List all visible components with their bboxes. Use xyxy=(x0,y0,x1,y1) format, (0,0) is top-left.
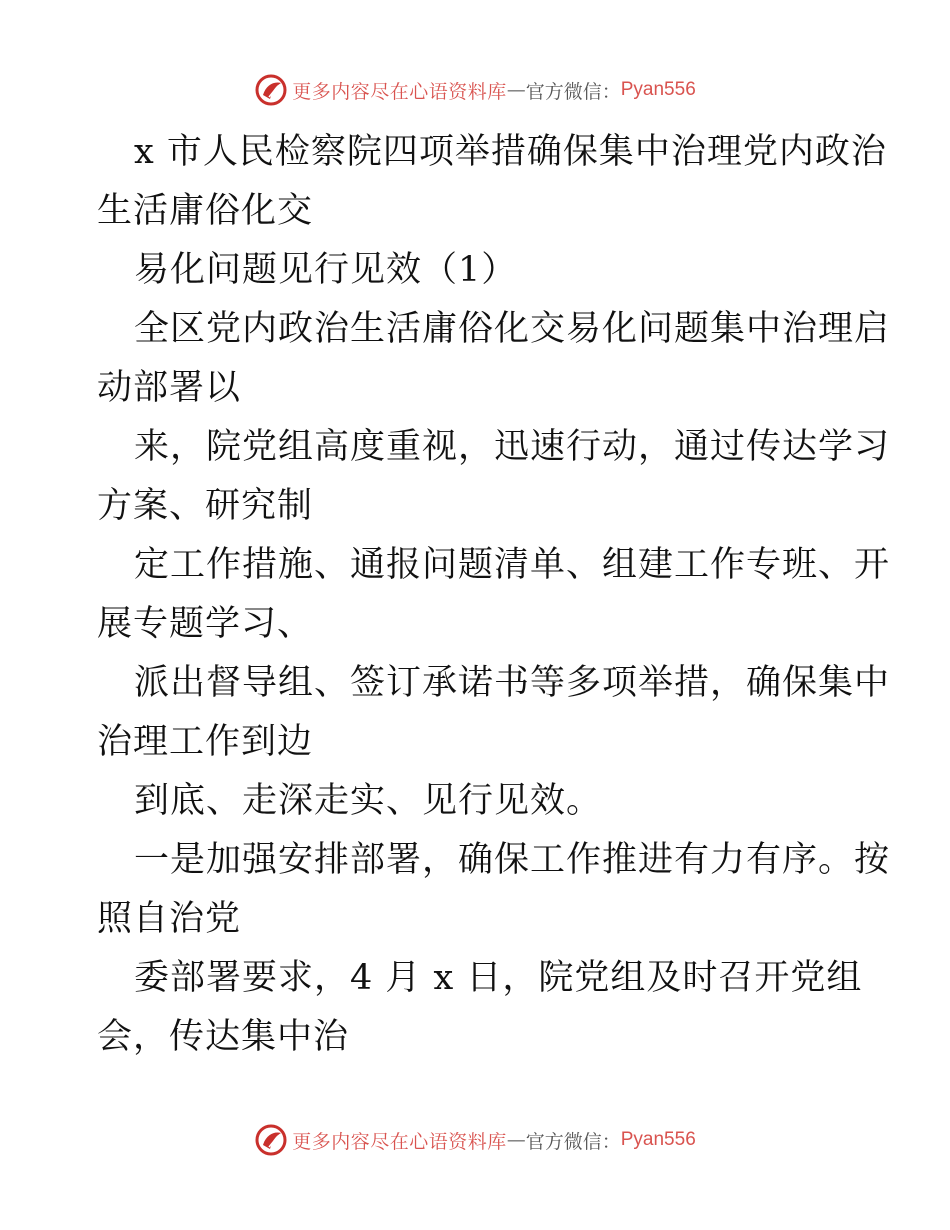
header-banner xyxy=(0,70,950,110)
logo-icon xyxy=(254,1123,288,1157)
doc-paragraph-line: 动部署以 xyxy=(97,368,242,408)
doc-title-line: 生活庸俗化交 xyxy=(97,191,314,231)
banner-dash: — xyxy=(506,1129,526,1151)
banner-dash: — xyxy=(506,79,526,101)
banner-wechat-label: 官方微信： xyxy=(525,1130,621,1153)
doc-paragraph-line: 到底、走深走实、见行见效。 xyxy=(134,781,603,821)
doc-paragraph-line: 方案、研究制 xyxy=(97,486,314,526)
banner-promo-text: 更多内容尽在心语资料库 xyxy=(292,80,507,103)
doc-paragraph-line: 会，传达集中治 xyxy=(97,1017,350,1057)
doc-paragraph-line: 治理工作到边 xyxy=(97,722,314,762)
doc-paragraph-line: 照自治党 xyxy=(97,899,242,939)
document-body xyxy=(97,123,891,1067)
doc-paragraph-line: 展专题学习、 xyxy=(97,604,314,644)
doc-paragraph-line: 全区党内政治生活庸俗化交易化问题集中治理启 xyxy=(134,309,891,349)
doc-title-line: x 市人民检察院四项举措确保集中治理党内政治 xyxy=(134,132,887,172)
banner-wechat-label: 官方微信： xyxy=(525,80,621,103)
banner-promo-text: 更多内容尽在心语资料库 xyxy=(292,1130,507,1153)
doc-title-line: 易化问题见行见效（1） xyxy=(134,250,518,290)
logo-icon xyxy=(254,73,288,107)
banner-wechat-id: Pyan556 xyxy=(620,1129,696,1150)
doc-paragraph-line: 一是加强安排部署，确保工作推进有力有序。按 xyxy=(134,840,891,880)
doc-paragraph-line: 定工作措施、通报问题清单、组建工作专班、开 xyxy=(134,545,891,585)
doc-paragraph-line: 派出督导组、签订承诺书等多项举措，确保集中 xyxy=(134,663,891,703)
footer-banner xyxy=(0,1120,950,1160)
banner-wechat-id: Pyan556 xyxy=(620,79,696,100)
doc-paragraph-line: 委部署要求，4 月 x 日，院党组及时召开党组 xyxy=(134,958,863,998)
doc-paragraph-line: 来，院党组高度重视，迅速行动，通过传达学习 xyxy=(134,427,891,467)
